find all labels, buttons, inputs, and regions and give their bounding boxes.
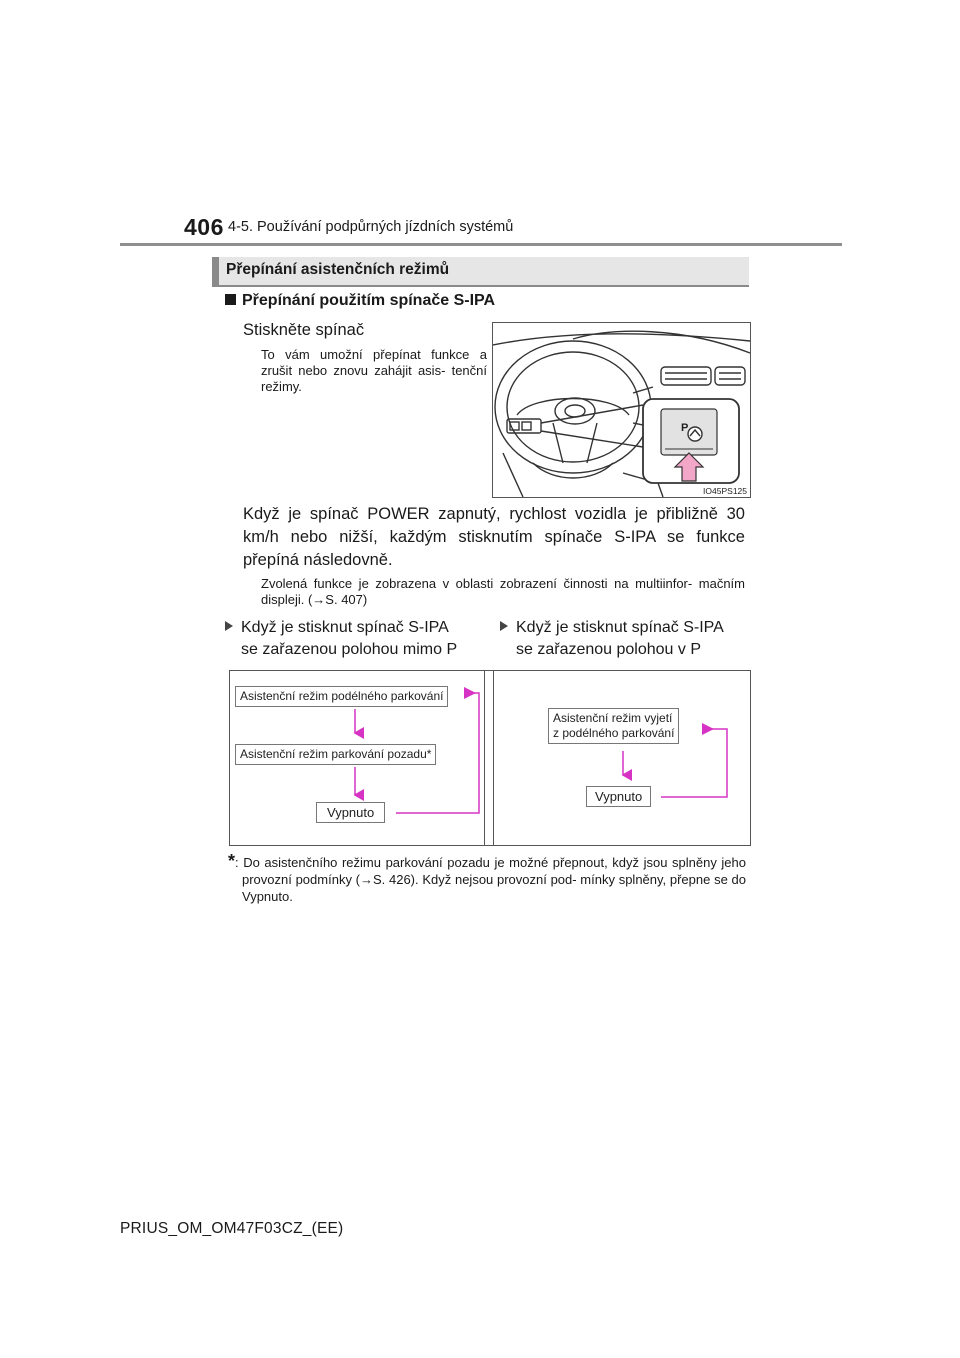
step-note: To vám umožní přepínat funkce a zrušit nebo znovu zahájit asis- tenční režimy. <box>261 347 487 394</box>
bullet-right-line2: se zařazenou polohou v P <box>516 641 702 658</box>
bullet-in-p <box>500 617 724 661</box>
footnote-marker: * <box>228 851 236 871</box>
mode-off-right: Vypnuto <box>586 786 651 807</box>
dashboard-illustration <box>492 322 751 498</box>
footnote <box>228 853 746 905</box>
mode-parallel-exit <box>548 708 679 744</box>
triangle-bullet-icon <box>225 621 233 631</box>
bullet-right-line1: Když je stisknut spínač S-IPA <box>516 619 724 636</box>
figure-code: IO45PS125 <box>703 486 747 496</box>
mode-switching-diagram <box>229 670 751 846</box>
triangle-bullet-icon <box>500 621 508 631</box>
page-number: 406 <box>184 214 224 240</box>
header-divider <box>120 243 842 246</box>
subsection-title: Přepínání použitím spínače S-IPA <box>242 292 496 309</box>
bullet-not-in-p <box>225 617 457 661</box>
mode-parallel-exit-line2: z podélného parkování <box>553 726 675 740</box>
document-code: PRIUS_OM_OM47F03CZ_(EE) <box>120 1220 344 1237</box>
section-title: Přepínání asistenčních režimů <box>226 261 450 278</box>
square-bullet-icon <box>225 294 236 305</box>
section-accent <box>212 257 219 285</box>
mode-off-left: Vypnuto <box>316 802 385 823</box>
subsection-heading <box>225 292 495 310</box>
chapter-title: 4-5. Používání podpůrných jízdních systémů <box>228 219 514 235</box>
mode-parallel-exit-line1: Asistenční režim vyjetí <box>553 711 673 725</box>
bullet-left-line1: Když je stisknut spínač S-IPA <box>241 619 449 636</box>
mode-parallel-parking: Asistenční režim podélného parkování <box>235 686 448 707</box>
body-paragraph: Když je spínač POWER zapnutý, rychlost vozidla je přibližně 30 km/h nebo nižší, každým stisknutím spínače S-IPA se funkce přepíná následovně. <box>243 505 745 569</box>
section-heading <box>212 257 749 287</box>
footnote-text: : Do asistenčního režimu parkování pozadu je možné přepnout, když jsou splněny jeho provozní podmínky (→S. 426). Když nejsou provozní pod- mínky splněny, přepne se do Vypnuto. <box>235 855 746 904</box>
p-switch-letter: P <box>681 422 689 434</box>
body-note: Zvolená funkce je zobrazena v oblasti zobrazení činnosti na multiinfor- mačním displeji. (→S. 407) <box>261 576 745 607</box>
steering-wheel-illustration <box>493 323 750 497</box>
step-instruction: Stiskněte spínač <box>243 321 365 339</box>
bullet-left-line2: se zařazenou polohou mimo P <box>241 641 458 658</box>
mode-back-parking: Asistenční režim parkování pozadu* <box>235 744 436 765</box>
